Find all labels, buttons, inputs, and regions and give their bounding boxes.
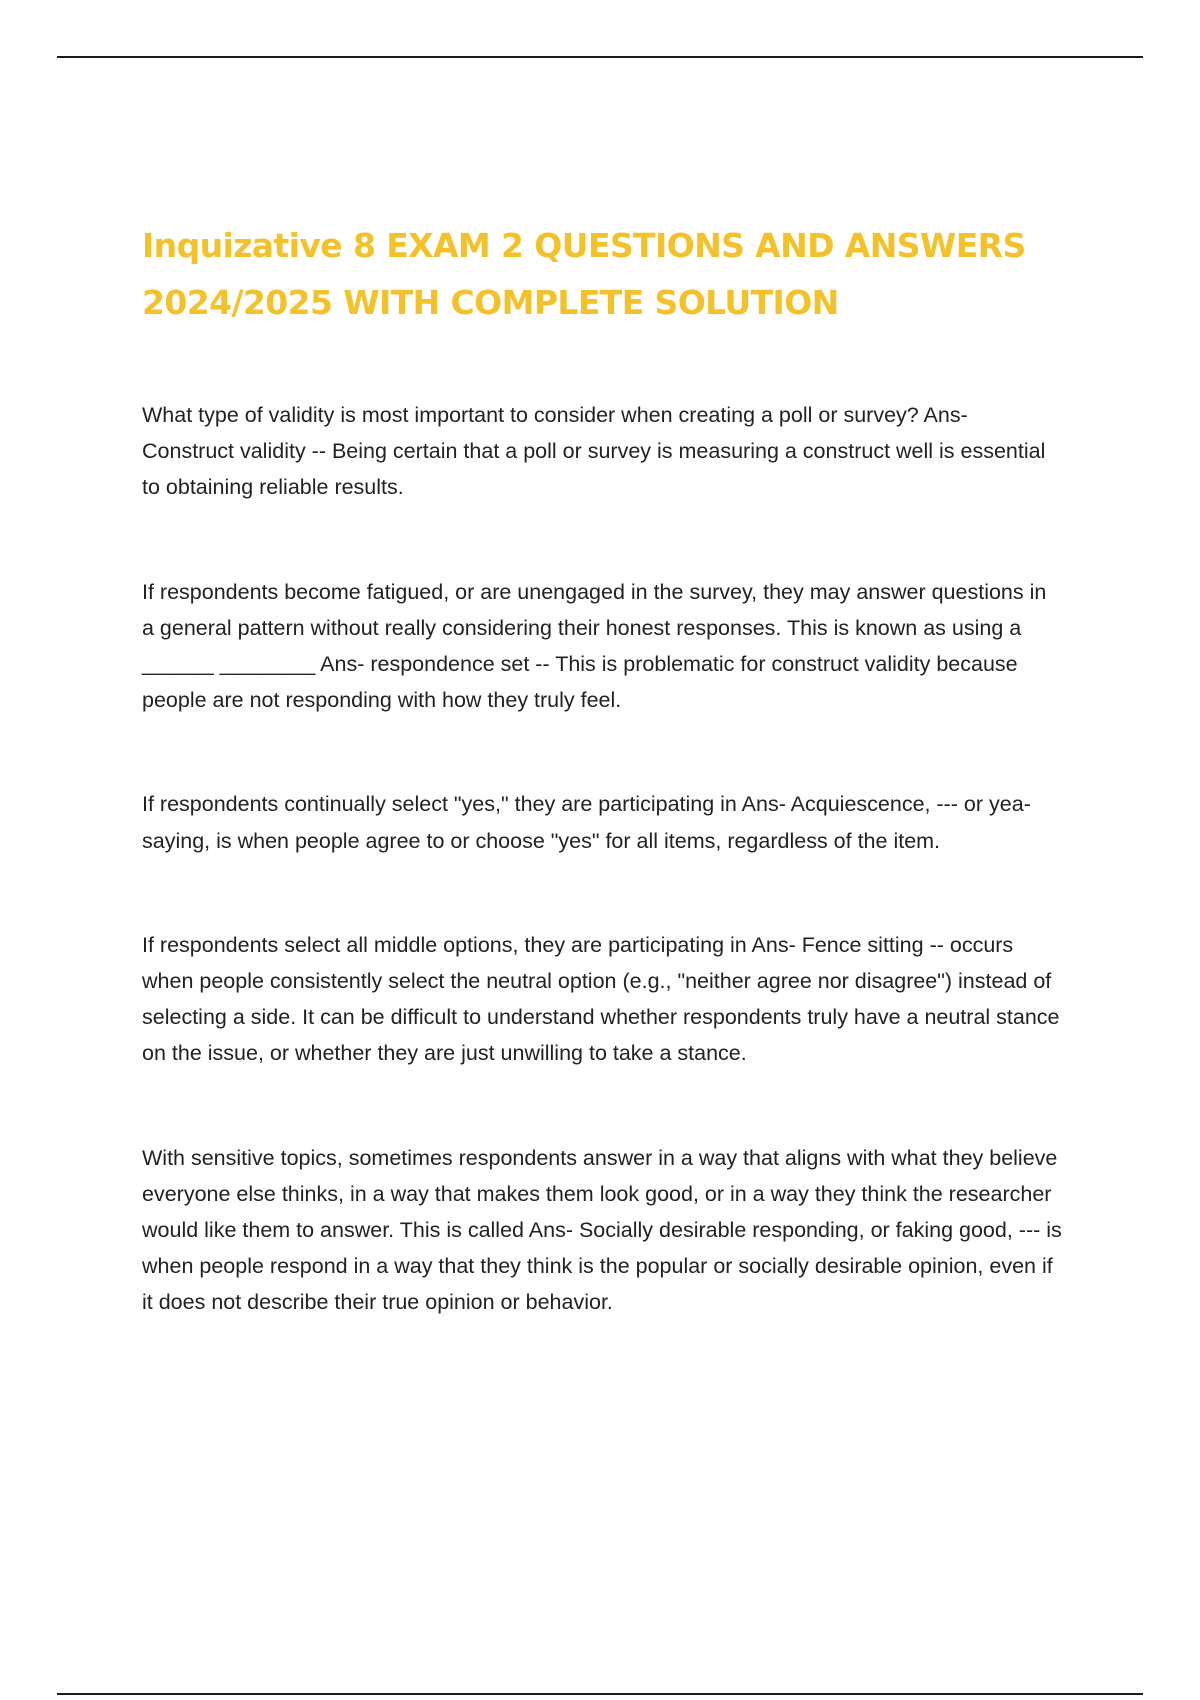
qa-item-5: With sensitive topics, sometimes respondents answer in a way that aligns with what they believe everyone else thinks, in a way that makes them look good, or in a way they think the researcher would like them to answer. This is called Ans- Socially desirable responding, or faking good, --- is when people respond in a way that they think is the popular or socially desirable opinion, even if it does not describe their true opinion or behavior. (142, 1145, 1062, 1315)
bottom-rule (57, 1693, 1143, 1695)
document-title: Inquizative 8 EXAM 2 QUESTIONS AND ANSWERS 2024/2025 WITH COMPLETE SOLUTION (142, 226, 1026, 322)
qa-item-3: If respondents continually select "yes," they are participating in Ans- Acquiescence, --- or yea-saying, is when people agree to or choose "yes" for all items, regardless of the item. (142, 792, 1031, 853)
top-rule (57, 56, 1143, 58)
qa-item-2: If respondents become fatigued, or are unengaged in the survey, they may answer questions in a general pattern without really considering their honest responses. This is known as using a ______ ________ Ans- respondence set -- This is problematic for construct validity because people are not responding with how they truly feel. (142, 579, 1047, 713)
qa-list (142, 397, 1062, 1321)
qa-item-1: What type of validity is most important to consider when creating a poll or survey? Ans- Construct validity -- Being certain that a poll or survey is measuring a construct well is essential to obtaining reliable results. (142, 403, 1046, 500)
qa-item-4: If respondents select all middle options, they are participating in Ans- Fence sitting -- occurs when people consistently select the neutral option (e.g., "neither agree nor disagree") instead of selecting a side. It can be difficult to understand whether respondents truly have a neutral stance on the issue, or whether they are just unwilling to take a stance. (142, 932, 1060, 1066)
